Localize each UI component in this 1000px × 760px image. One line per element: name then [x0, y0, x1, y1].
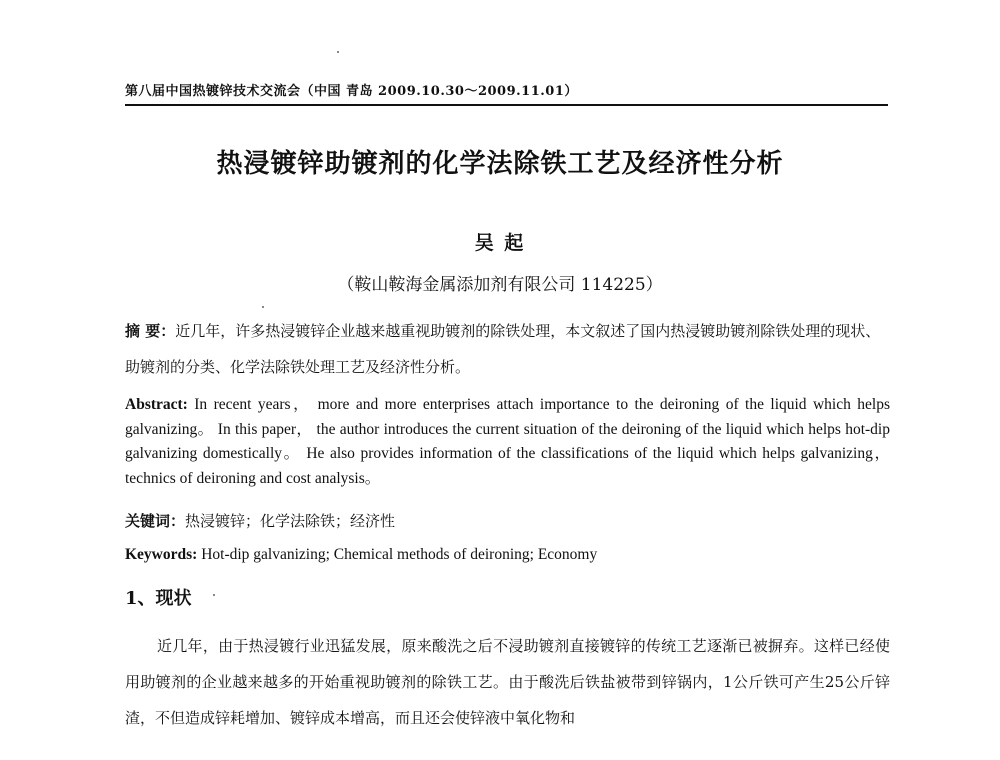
- paper-title: 热浸镀锌助镀剂的化学法除铁工艺及经济性分析: [216, 149, 784, 179]
- author-affiliation: （鞍山鞍海金属添加剂有限公司 114225）: [337, 275, 663, 295]
- keywords-zh: [125, 510, 890, 531]
- keywords-en-label: Keywords:: [125, 546, 198, 563]
- keywords-en: [125, 546, 890, 564]
- section-paragraph: 近几年，由于热浸镀行业迅猛发展，原来酸洗之后不浸助镀剂直接镀锌的传统工艺逐渐已被摒弃。这样已经使用助镀剂的企业越来越多的开始重视助镀剂的除铁工艺。由于酸洗后铁盐被带到锌锅内，1公斤铁可产生25公斤锌渣，不但造成锌耗增加、镀锌成本增高，而且还会使锌液中氧化物和: [125, 637, 890, 727]
- abstract-zh-label: 摘 要：: [125, 322, 176, 340]
- author-name: 吴 起: [474, 232, 526, 254]
- scan-speck: [262, 306, 264, 308]
- abstract-en-label: Abstract:: [125, 396, 188, 413]
- abstract-en-text: In recent years， more and more enterprises attach importance to the deironing of the liquid which helps galvanizing。 In this paper， the author introduces the current situation of the deironing of the liquid which helps hot-dip galvanizing domestically。 He also provides information of the classifications of the liquid which helps galvanizing， technics of deironing and cost analysis。: [125, 396, 890, 487]
- abstract-zh-text: 近几年，许多热浸镀锌企业越来越重视助镀剂的除铁处理，本文叙述了国内热浸镀助镀剂除铁处理的现状、助镀剂的分类、化学法除铁处理工艺及经济性分析。: [125, 322, 881, 376]
- keywords-zh-label: 关键词：: [125, 512, 186, 530]
- scan-speck: [213, 594, 215, 596]
- keywords-zh-text: 热浸镀锌；化学法除铁；经济性: [185, 512, 396, 530]
- conference-header: 第八届中国热镀锌技术交流会（中国 青岛 2009.10.30～2009.11.01）: [125, 84, 578, 99]
- abstract-zh: [125, 313, 890, 385]
- scan-speck: [337, 51, 339, 53]
- header-rule: [125, 104, 888, 106]
- abstract-en: [125, 393, 890, 491]
- keywords-en-text: Hot-dip galvanizing; Chemical methods of deironing; Economy: [201, 546, 598, 563]
- section-heading: 1、现状: [125, 588, 192, 609]
